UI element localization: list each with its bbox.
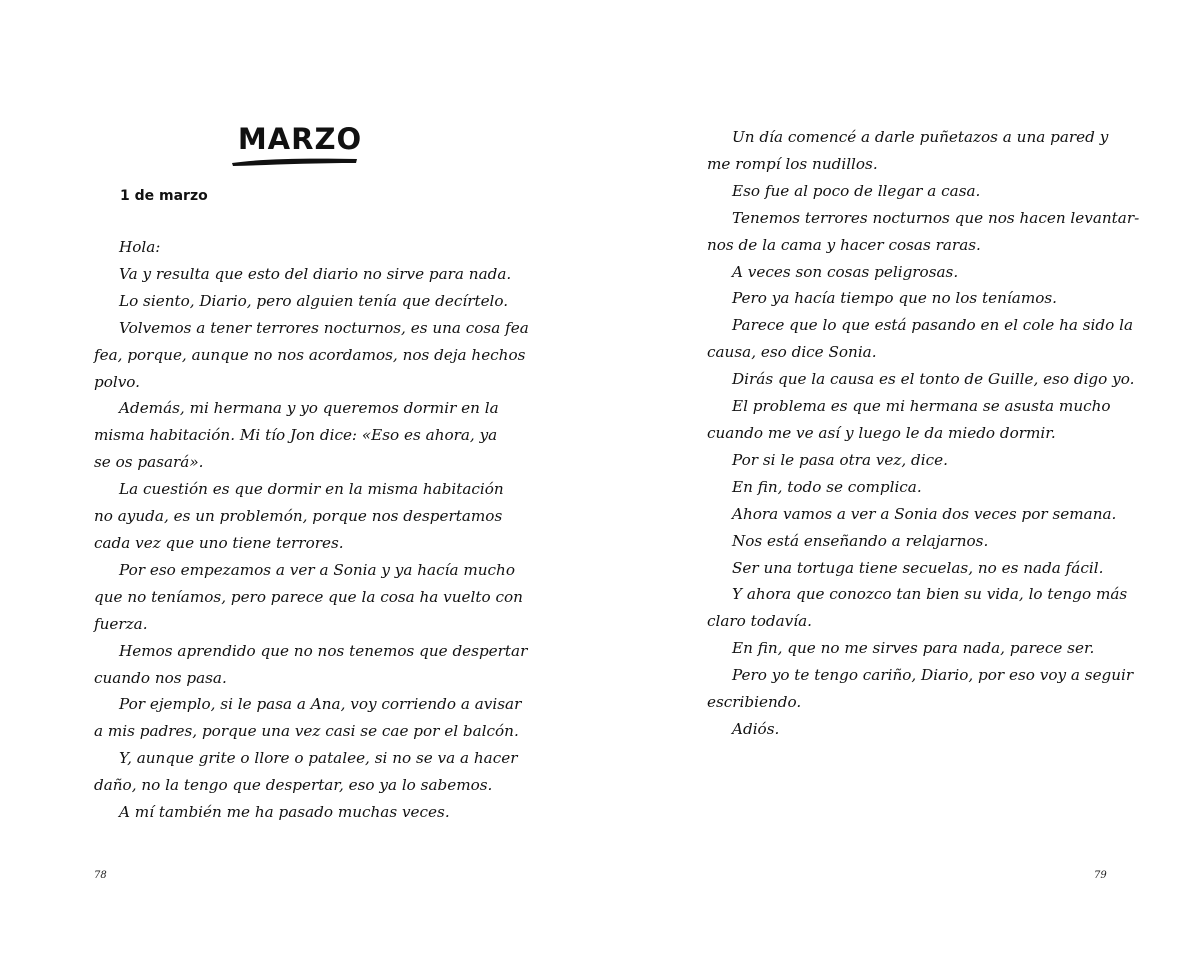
- page-number-left: 78: [94, 870, 107, 881]
- text-line: Pero ya hacía tiempo que no los teníamos.: [732, 289, 1057, 308]
- text-line: que no teníamos, pero parece que la cosa ha vuelto con: [94, 587, 523, 606]
- text-line: Hemos aprendido que no nos tenemos que despertar: [119, 641, 528, 660]
- text-line: cuando nos pasa.: [94, 668, 227, 687]
- text-line: Ahora vamos a ver a Sonia dos veces por semana.: [732, 504, 1117, 523]
- text-line: no ayuda, es un problemón, porque nos despertamos: [94, 507, 503, 526]
- text-line: Por ejemplo, si le pasa a Ana, voy corriendo a avisar: [119, 695, 522, 714]
- left-body-text: [94, 234, 529, 826]
- text-line: Un día comencé a darle puñetazos a una pared y: [732, 128, 1109, 146]
- text-line: cada vez que uno tiene terrores.: [94, 533, 344, 552]
- text-line: me rompí los nudillos.: [707, 154, 878, 173]
- text-line: Y ahora que conozco tan bien su vida, lo tengo más: [732, 585, 1128, 604]
- text-line: En fin, que no me sirves para nada, parece ser.: [732, 639, 1095, 658]
- text-line: Pero yo te tengo cariño, Diario, por eso voy a seguir: [732, 666, 1134, 685]
- text-line: Va y resulta que esto del diario no sirve para nada.: [119, 264, 512, 283]
- text-line: Adiós.: [732, 719, 780, 738]
- text-line: A mí también me ha pasado muchas veces.: [119, 803, 450, 822]
- text-line: Parece que lo que está pasando en el cole ha sido la: [732, 316, 1134, 335]
- text-line: Por si le pasa otra vez, dice.: [732, 450, 948, 469]
- text-line: Nos está enseñando a relajarnos.: [732, 531, 989, 550]
- text-line: A veces son cosas peligrosas.: [732, 262, 959, 281]
- chapter-title: MARZO: [237, 122, 363, 156]
- text-line: Y, aunque grite o llore o patalee, si no se va a hacer: [119, 749, 518, 768]
- page-number-right: 79: [1094, 870, 1107, 881]
- title-underline-brush: [230, 154, 360, 168]
- text-line: nos de la cama y hacer cosas raras.: [707, 235, 981, 254]
- text-line: Por eso empezamos a ver a Sonia y ya hacía mucho: [119, 560, 515, 579]
- text-line: Además, mi hermana y yo queremos dormir en la: [119, 399, 499, 418]
- text-line: daño, no la tengo que despertar, eso ya lo sabemos.: [94, 776, 493, 795]
- text-line: Hola:: [119, 238, 161, 256]
- text-line: Tenemos terrores nocturnos que nos hacen levantar-: [732, 208, 1140, 227]
- right-body-text: [707, 124, 1140, 743]
- text-line: La cuestión es que dormir en la misma habitación: [119, 480, 504, 499]
- text-line: misma habitación. Mi tío Jon dice: «Eso es ahora, ya: [94, 426, 498, 445]
- right-page: [600, 0, 1200, 955]
- text-line: Eso fue al poco de llegar a casa.: [732, 181, 981, 200]
- text-line: causa, eso dice Sonia.: [707, 343, 877, 362]
- entry-date: 1 de marzo: [120, 188, 208, 204]
- text-line: Lo siento, Diario, pero alguien tenía que decírtelo.: [119, 291, 509, 310]
- text-line: Dirás que la causa es el tonto de Guille, eso digo yo.: [732, 370, 1135, 389]
- text-line: claro todavía.: [707, 612, 812, 631]
- text-line: se os pasará».: [94, 453, 204, 472]
- text-line: En fin, todo se complica.: [732, 477, 922, 496]
- text-line: escribiendo.: [707, 693, 802, 712]
- text-line: fuerza.: [94, 614, 148, 633]
- text-line: Volvemos a tener terrores nocturnos, es una cosa fea: [119, 318, 529, 337]
- text-line: polvo.: [94, 372, 141, 391]
- text-line: cuando me ve así y luego le da miedo dormir.: [707, 423, 1056, 442]
- text-line: fea, porque, aunque no nos acordamos, nos deja hechos: [94, 345, 526, 364]
- text-line: a mis padres, porque una vez casi se cae por el balcón.: [94, 722, 519, 741]
- text-line: El problema es que mi hermana se asusta mucho: [732, 397, 1111, 416]
- text-line: Ser una tortuga tiene secuelas, no es nada fácil.: [732, 558, 1104, 577]
